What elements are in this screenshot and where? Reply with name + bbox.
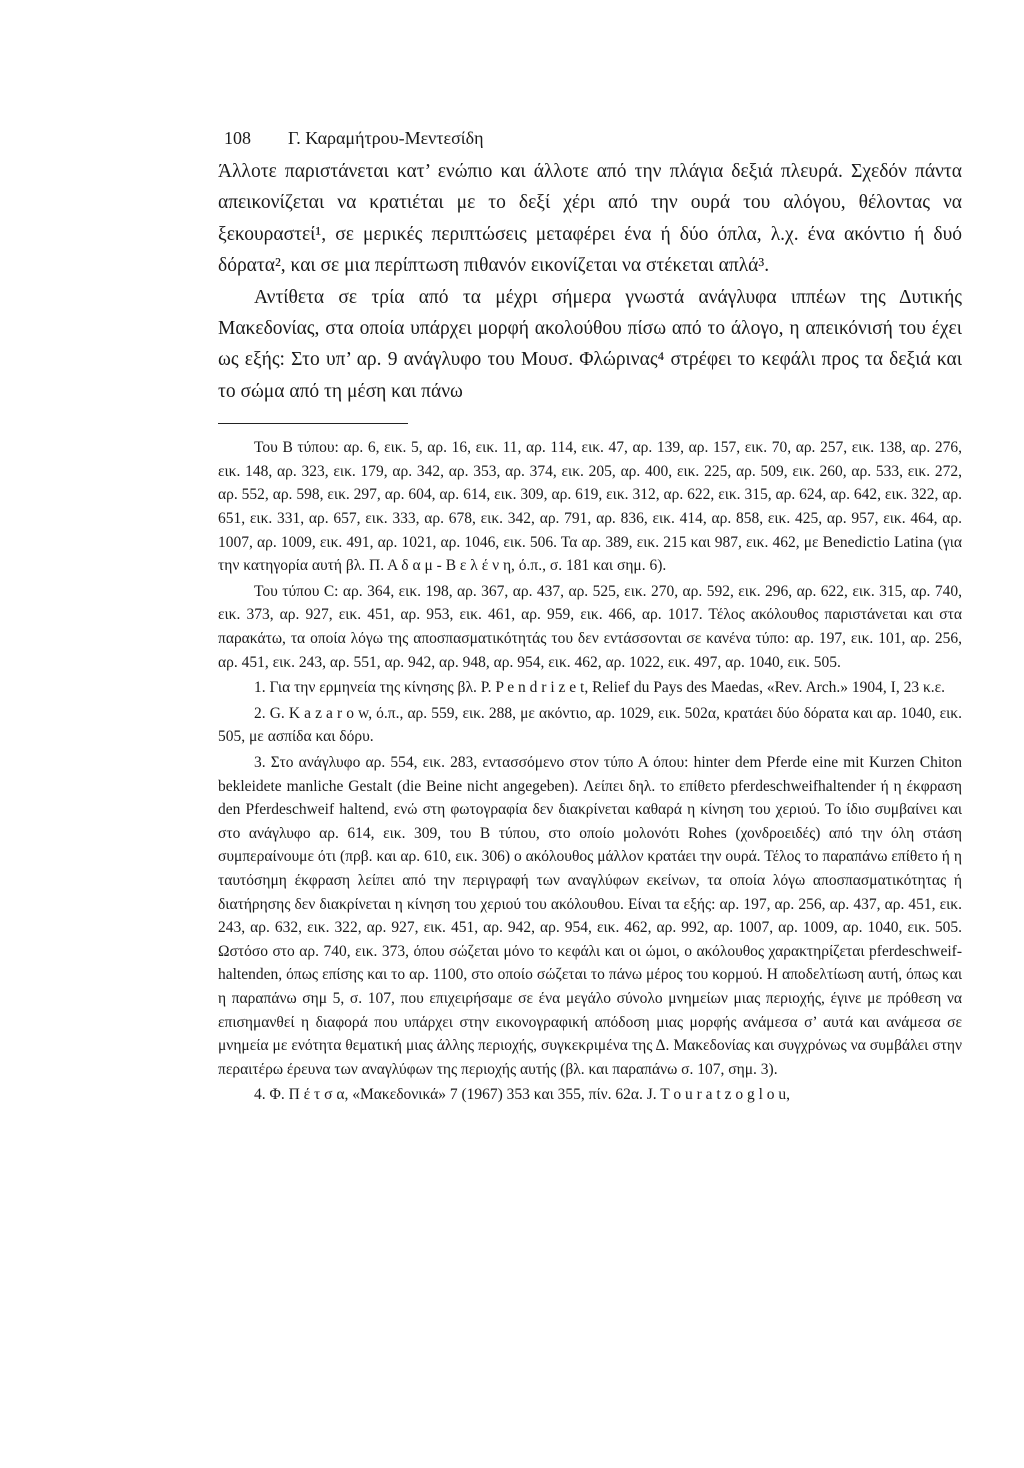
footnotes <box>218 436 962 1107</box>
footnote: 2. G. K a z a r o w, ό.π., αρ. 559, εικ. 288, με ακόντιο, αρ. 1029, εικ. 502α, κρατάει δύο δόρατα και αρ. 1040, εικ. 505, με ασπίδα και δόρυ. <box>218 704 962 746</box>
main-text <box>218 156 962 407</box>
footnote: 3. Στο ανάγλυφο αρ. 554, εικ. 283, εντασσόμενο στον τύπο Α όπου: hinter dem Pferde eine mit Kurzen Chiton bekleidete manliche Gestalt (die Beine nicht angegeben). Λείπει δηλ. το επίθετο pferdeschweifhaltender ή η έκφραση den Pferdeschweif haltend, ενώ στη φωτογραφία δεν διακρίνεται καθαρά η κίνηση του χεριού. Το ίδιο συμβαίνει και στο ανάγλυφο αρ. 614, εικ. 309, του Β τύπου, στο οποίο μολονότι Rohes (χονδροειδές) από την όλη στάση συμπεραίνουμε ότι (πρβ. και αρ. 610, εικ. 306) ο ακόλουθος μάλλον κρατάει την ουρά. Τέλος το παραπάνω επίθετο ή η ταυτόσημη έκφραση λείπει από την περιγραφή των αναγλύφων εκείνων, τα οποία λόγω αποσπασματικότητας ή διατήρησης δεν διακρίνεται η κίνηση του χεριού του ακόλουθου. Είναι τα εξής: αρ. 197, αρ. 256, αρ. 437, αρ. 451, εικ. 243, αρ. 632, εικ. 322, αρ. 927, εικ. 451, αρ. 942, αρ. 954, εικ. 462, αρ. 992, αρ. 1007, αρ. 1009, αρ. 1040, εικ. 505. Ωστόσο στο αρ. 740, εικ. 373, όπου σώζεται μόνο το κεφάλι και οι ώμοι, ο ακόλουθος χαρακτηρίζεται pferdeschweif-haltenden, όπως επίσης και το αρ. 1100, στο οποίο σώζεται το πάνω μέρος του κορμού. Η αποδελτίωση αυτή, όπως και η παραπάνω σημ 5, σ. 107, που επιχειρήσαμε σε ένα μεγάλο σύνολο μνημείων μιας περιοχής, έγινε με πρόθεση να επισημανθεί η διαφορά που υπάρχει στην εικονογραφική απόδοση μιας μορφής ανάμεσα σ’ αυτά και ανάμεσα σε μνημεία με ενότητα θεματική μιας άλλης περιοχής, συγκεκριμένα της Δ. Μακεδονίας και συγχρόνως να συμβάλει στην περαιτέρω έρευνα των αναγλύφων της περιοχής αυτής (βλ. και παραπάνω σ. 107, σημ. 3). <box>218 753 962 1078</box>
footnote: 1. Για την ερμηνεία της κίνησης βλ. P. P e n d r i z e t, Relief du Pays des Maedas, «Rev. Arch.» 1904, I, 23 κ.ε. <box>254 679 946 697</box>
footnote: Του Β τύπου: αρ. 6, εικ. 5, αρ. 16, εικ. 11, αρ. 114, εικ. 47, αρ. 139, αρ. 157, εικ. 70, αρ. 257, εικ. 138, αρ. 276, εικ. 148, αρ. 323, εικ. 179, αρ. 342, αρ. 353, αρ. 374, εικ. 205, αρ. 400, εικ. 225, αρ. 509, εικ. 260, αρ. 533, εικ. 272, αρ. 552, αρ. 598, εικ. 297, αρ. 604, αρ. 614, εικ. 309, αρ. 619, εικ. 312, αρ. 622, εικ. 315, αρ. 624, αρ. 642, εικ. 322, αρ. 651, εικ. 331, αρ. 657, εικ. 333, αρ. 678, εικ. 342, αρ. 791, αρ. 836, εικ. 414, αρ. 858, εικ. 425, αρ. 957, εικ. 464, αρ. 1007, αρ. 1009, εικ. 491, αρ. 1021, αρ. 1046, εικ. 506. Τα αρ. 389, εικ. 215 και 987, εικ. 462, με Benedictio Latina (για την κατηγορία αυτή βλ. Π. Α δ α μ - Β ε λ έ ν η, ό.π., σ. 181 και σημ. 6). <box>218 439 962 575</box>
paragraph: Άλλοτε παριστάνεται κατ’ ενώπιο και άλλοτε από την πλάγια δεξιά πλευρά. Σχεδόν πάντα απεικονίζεται να κρατιέται με το δεξί χέρι από την ουρά του αλόγου, θέλοντας να ξεκουραστεί¹, σε μερικές περιπτώσεις μεταφέρει ένα ή δύο όπλα, λ.χ. ένα ακόντιο ή δυό δόρατα², και σε μια περίπτωση πιθανόν εικονίζεται να στέκεται απλά³. <box>218 161 962 277</box>
footnote: 4. Φ. Π έ τ σ α, «Μακεδονικά» 7 (1967) 353 και 355, πίν. 62α. J. T o u r a t z o g l o u, <box>254 1086 790 1104</box>
footnote: Του τύπου C: αρ. 364, εικ. 198, αρ. 367, αρ. 437, αρ. 525, εικ. 270, αρ. 592, εικ. 296, αρ. 622, εικ. 315, αρ. 740, εικ. 373, αρ. 927, εικ. 451, αρ. 953, εικ. 461, αρ. 959, εικ. 466, αρ. 1017. Τέλος ακόλουθος παριστάνεται και στα παρακάτω, τα οποία λόγω της αποσπασματικότητάς του δεν εντάσσονται σε κανένα τύπο: αρ. 197, εικ. 101, αρ. 256, αρ. 451, εικ. 243, αρ. 551, αρ. 942, αρ. 948, αρ. 954, εικ. 462, αρ. 1022, εικ. 497, αρ. 1040, εικ. 505. <box>218 582 962 671</box>
running-head: Γ. Καραμήτρου-Μεντεσίδη <box>288 128 484 148</box>
page-header <box>218 116 962 156</box>
page-number: 108 <box>224 128 251 148</box>
document-page <box>218 116 962 1109</box>
paragraph: Αντίθετα σε τρία από τα μέχρι σήμερα γνωστά ανάγλυφα ιππέων της Δυτικής Μακεδονίας, στα οποία υπάρχει μορφή ακολούθου πίσω από το άλογο, η απεικόνισή του έχει ως εξής: Στο υπ’ αρ. 9 ανάγλυφο του Μουσ. Φλώρινας⁴ στρέφει το κεφάλι προς τα δεξιά και το σώμα από τη μέση και πάνω <box>218 286 962 402</box>
footnote-divider <box>218 423 408 424</box>
